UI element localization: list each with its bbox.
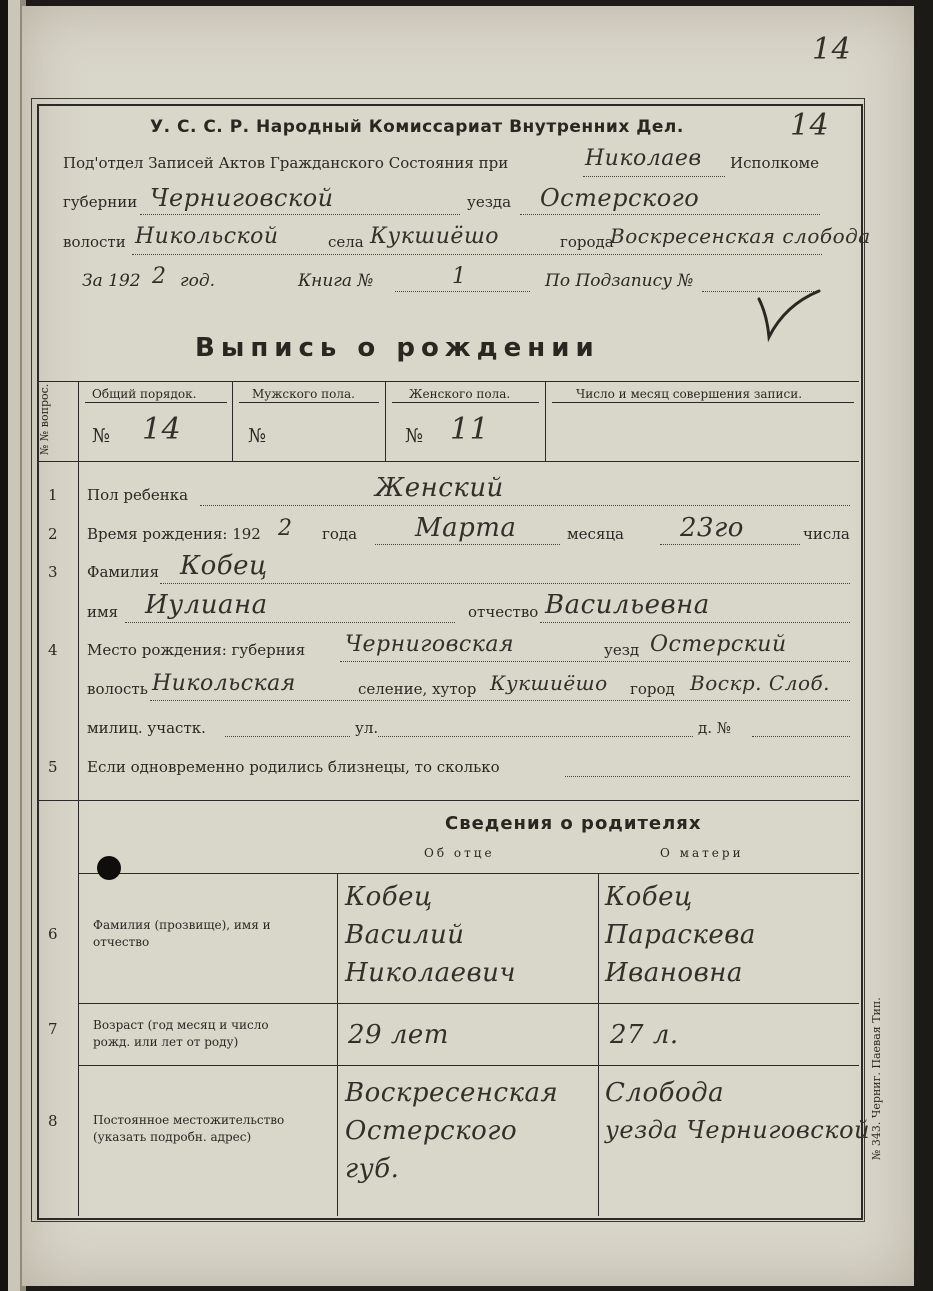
father-patronymic: Николаевич — [345, 958, 517, 988]
birthplace-label: Место рождения: губерния — [87, 641, 306, 659]
uezd-value: Остерского — [540, 184, 700, 212]
month-word: месяца — [567, 525, 624, 543]
gub-value: Черниговской — [150, 184, 334, 212]
female-value: 11 — [450, 412, 490, 447]
gorod-value: Воскресенская слобода — [610, 224, 871, 248]
row-number: 5 — [48, 758, 58, 776]
corner-page-number: 14 — [812, 32, 852, 67]
col-record-date: Число и месяц совершения записи. — [576, 387, 803, 401]
father-name: Василий — [345, 920, 465, 950]
num-sign-female: № — [405, 425, 423, 447]
fill-line — [340, 661, 850, 662]
header-line2-prefix: Под'отдел Записей Актов Гражданского Состояния при — [63, 154, 509, 172]
father-residence-1: Воскресенская — [345, 1078, 559, 1108]
fill-line — [583, 176, 725, 177]
uezd-label: уезда — [467, 193, 512, 211]
residence-label-1: Постоянное местожительство — [93, 1113, 285, 1127]
parents-col-divider — [598, 873, 599, 1216]
birthplace-selo-value: Кукшиёшо — [490, 671, 608, 695]
birthplace-gorod-value: Воскр. Слоб. — [690, 671, 831, 695]
father-residence-3: губ. — [345, 1154, 400, 1184]
printer-mark: № 343. Черниг. Паевая Тип. — [870, 997, 883, 1160]
row-number: 1 — [48, 486, 58, 504]
row-number: 4 — [48, 641, 58, 659]
fill-line — [520, 214, 820, 215]
col-divider — [545, 381, 546, 461]
birth-day-value: 23го — [680, 513, 744, 543]
gorod-label: города — [560, 233, 614, 251]
fill-line — [375, 544, 560, 545]
fill-line — [752, 736, 850, 737]
birthplace-volost-value: Никольская — [152, 671, 296, 696]
mother-name: Параскева — [605, 920, 756, 950]
age-label-1: Возраст (год месяц и число — [93, 1018, 269, 1032]
general-order-value: 14 — [142, 412, 182, 447]
surname-label: Фамилия — [87, 563, 160, 581]
house-label: д. № — [698, 719, 731, 737]
birthplace-uezd-label: уезд — [604, 641, 640, 659]
row-number: 8 — [48, 1112, 58, 1130]
day-word: числа — [803, 525, 850, 543]
residence-label-2: (указать подробн. адрес) — [93, 1130, 252, 1144]
col-underline — [552, 402, 854, 403]
fill-line — [200, 505, 850, 506]
father-residence-2: Остерского — [345, 1116, 518, 1146]
row-divider — [78, 1065, 859, 1066]
fill-line — [540, 622, 850, 623]
birthplace-volost-label: волость — [87, 680, 148, 698]
table-top-line — [37, 381, 859, 382]
row-number: 2 — [48, 525, 58, 543]
fio-label-1: Фамилия (прозвище), имя и — [93, 918, 271, 932]
year-word: года — [322, 525, 358, 543]
parents-header-line — [78, 873, 859, 874]
year-suffix: год. — [180, 271, 216, 291]
fill-line — [140, 214, 460, 215]
col-underline — [239, 402, 379, 403]
question-column-line — [78, 381, 79, 1216]
fill-line — [150, 700, 850, 701]
fio-label-2: отчество — [93, 935, 150, 949]
row-number: 3 — [48, 563, 58, 581]
gub-label: губернии — [63, 193, 138, 211]
street-label: ул. — [355, 719, 379, 737]
book-label: Книга № — [298, 271, 374, 291]
selo-label: села — [328, 233, 364, 251]
col-general-order: Общий порядок. — [92, 387, 197, 401]
name-label: имя — [87, 603, 119, 621]
birthplace-gub-value: Черниговская — [345, 632, 515, 657]
header-line2-value: Николаев — [585, 146, 702, 171]
col-female: Женского пола. — [409, 387, 511, 401]
father-age: 29 лет — [348, 1020, 449, 1050]
question-col-header: № № вопрос. — [38, 383, 51, 455]
col-underline — [85, 402, 227, 403]
militia-label: милиц. участк. — [87, 719, 206, 737]
punch-hole — [97, 856, 121, 880]
fill-line — [125, 622, 455, 623]
fill-line — [395, 291, 530, 292]
volost-label: волости — [63, 233, 126, 251]
surname-value: Кобец — [180, 551, 268, 581]
mother-residence-2: уезда Черниговской — [605, 1116, 870, 1144]
sex-value: Женский — [375, 473, 504, 503]
parents-section-line — [37, 800, 859, 801]
selo-value: Кукшиёшо — [370, 224, 500, 249]
fill-line — [225, 736, 350, 737]
mother-patronymic: Ивановна — [605, 958, 743, 988]
row-number: 6 — [48, 925, 58, 943]
fill-line — [132, 254, 822, 255]
mother-residence-1: Слобода — [605, 1078, 725, 1108]
row-divider — [78, 1003, 859, 1004]
sex-label: Пол ребенка — [87, 486, 189, 504]
patronymic-value: Васильевна — [545, 590, 710, 620]
birth-month-value: Марта — [415, 513, 517, 543]
header-title: У. С. С. Р. Народный Комиссариат Внутренних Дел. — [150, 117, 684, 137]
fill-line — [160, 583, 850, 584]
fill-line — [378, 736, 693, 737]
col-underline — [392, 402, 539, 403]
name-value: Иулиана — [145, 590, 268, 620]
margin-number: 14 — [790, 108, 830, 143]
parents-title: Сведения о родителях — [445, 813, 702, 834]
col-male: Мужского пола. — [252, 387, 355, 401]
col-divider — [232, 381, 233, 461]
year-value: 2 — [152, 264, 167, 289]
patronymic-label: отчество — [468, 603, 539, 621]
header-line2-suffix: Исполкоме — [730, 154, 819, 172]
birthplace-selo-label: селение, хутор — [358, 680, 477, 698]
age-label-2: рожд. или лет от роду) — [93, 1035, 239, 1049]
birth-year-value: 2 — [278, 516, 293, 541]
birthplace-uezd-value: Остерский — [650, 632, 787, 657]
num-sign-male: № — [248, 425, 266, 447]
twins-label: Если одновременно родились близнецы, то сколько — [87, 758, 500, 776]
table-bottom-line — [37, 461, 859, 462]
birthplace-gorod-label: город — [630, 680, 675, 698]
birth-time-label: Время рождения: 192 — [87, 525, 261, 543]
col-divider — [385, 381, 386, 461]
mother-column-header: О матери — [660, 846, 744, 860]
mother-age: 27 л. — [610, 1020, 679, 1050]
subrecord-label: По Подзапису № — [545, 271, 694, 291]
mother-surname: Кобец — [605, 882, 693, 912]
volost-value: Никольской — [135, 224, 279, 249]
father-column-header: Об отце — [424, 846, 495, 860]
parents-col-divider — [337, 873, 338, 1216]
year-label: За 192 — [82, 271, 141, 291]
document-title: Выпись о рождении — [195, 333, 600, 363]
fill-line — [565, 776, 850, 777]
num-sign-general: № — [92, 425, 110, 447]
father-surname: Кобец — [345, 882, 433, 912]
book-value: 1 — [452, 264, 467, 289]
check-mark-icon — [755, 285, 825, 345]
fill-line — [660, 544, 800, 545]
row-number: 7 — [48, 1020, 58, 1038]
